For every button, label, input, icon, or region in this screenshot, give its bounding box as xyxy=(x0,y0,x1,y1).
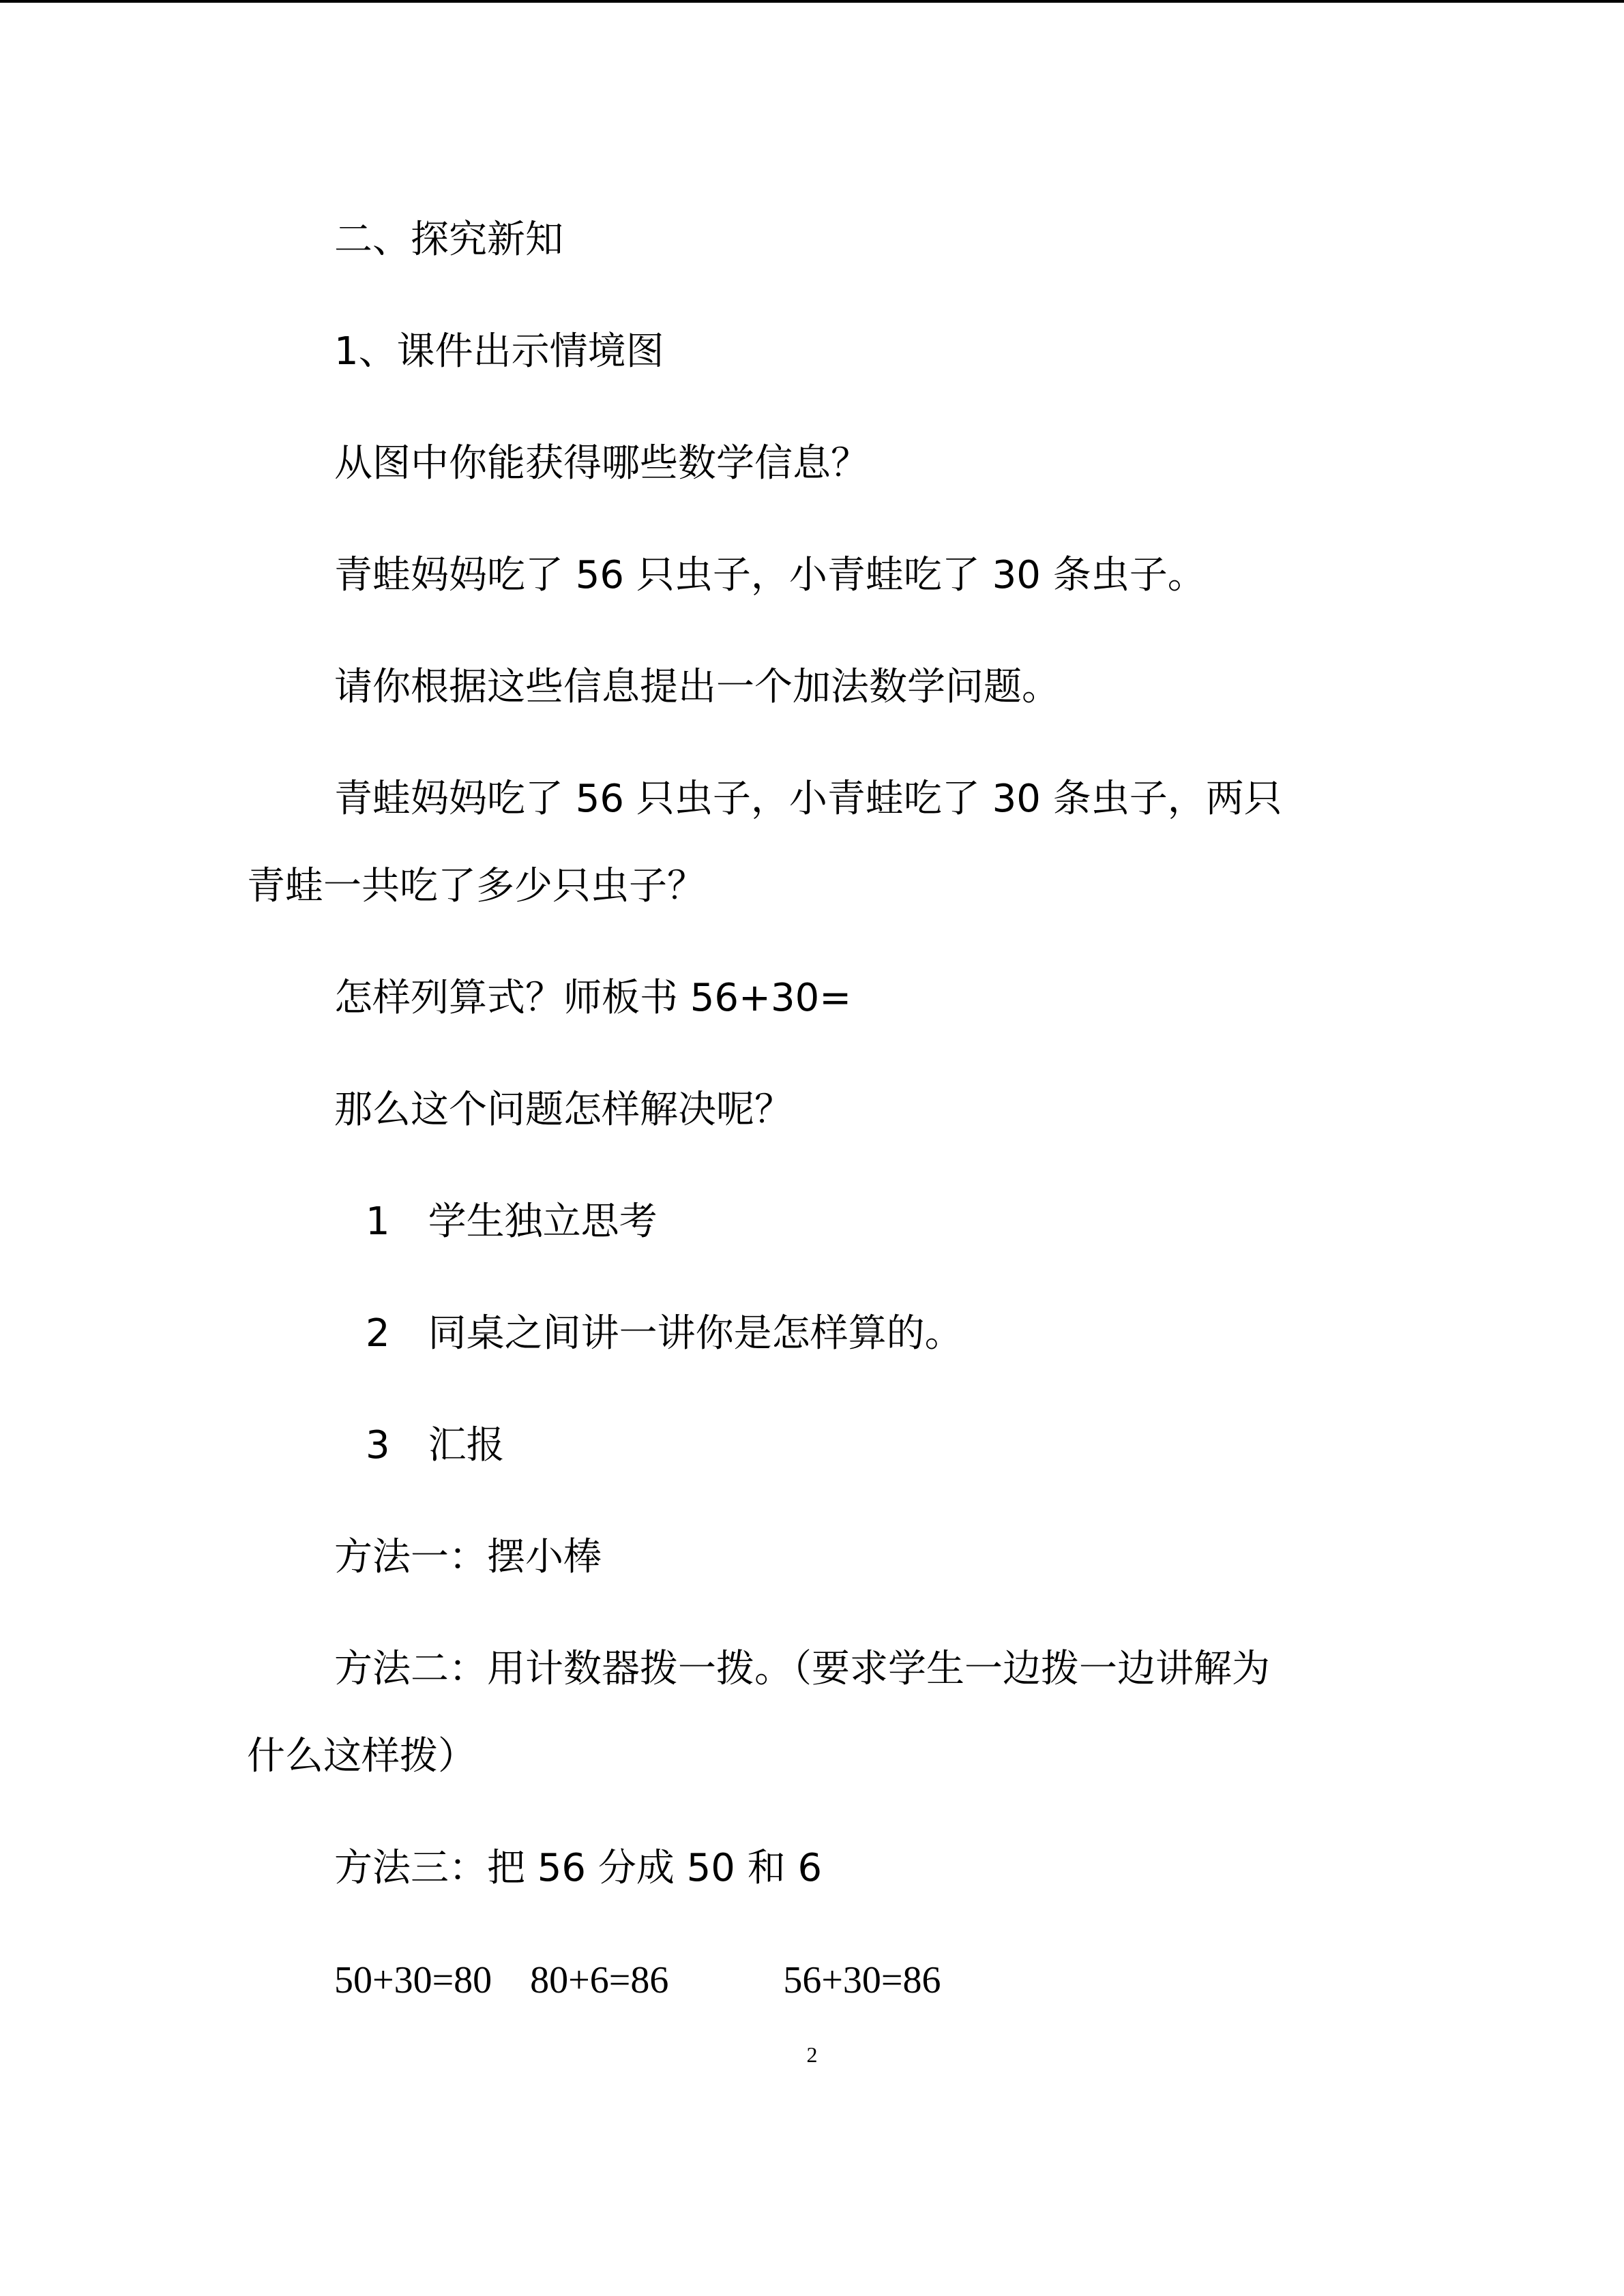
section-heading: 二、探究新知 xyxy=(334,218,563,262)
equation-prompt-line: 怎样列算式？师板书 56+30= xyxy=(334,976,852,1020)
solve-question-line: 那么这个问题怎样解决呢？ xyxy=(334,1088,793,1132)
problem-line-2: 青蛙一共吃了多少只虫子？ xyxy=(247,864,705,908)
method-2-line-2: 什么这样拨） xyxy=(247,1734,476,1778)
method-2-line-1: 方法二：用计数器拨一拨。（要求学生一边拨一边讲解为 xyxy=(334,1647,1270,1691)
page-number: 2 xyxy=(806,2042,818,2067)
list-item-2: 2 同桌之间讲一讲你是怎样算的。 xyxy=(366,1311,963,1356)
page-top-border xyxy=(0,0,1624,3)
method-3-line: 方法三：把 56 分成 50 和 6 xyxy=(334,1846,823,1890)
info-line: 青蛙妈妈吃了 56 只虫子，小青蛙吃了 30 条虫子。 xyxy=(334,553,1206,597)
problem-line-1: 青蛙妈妈吃了 56 只虫子，小青蛙吃了 30 条虫子，两只 xyxy=(334,777,1282,821)
method-1-line: 方法一：摆小棒 xyxy=(334,1535,602,1579)
question-line: 从图中你能获得哪些数学信息？ xyxy=(334,441,869,486)
prompt-line: 请你根据这些信息提出一个加法数学问题。 xyxy=(334,665,1060,709)
calculation-line: 50+30=80 80+6=86 56+30=86 xyxy=(334,1959,941,2001)
step-heading: 1、课件出示情境图 xyxy=(334,329,664,374)
list-item-1: 1 学生独立思考 xyxy=(366,1199,658,1244)
list-item-3: 3 汇报 xyxy=(366,1423,505,1467)
